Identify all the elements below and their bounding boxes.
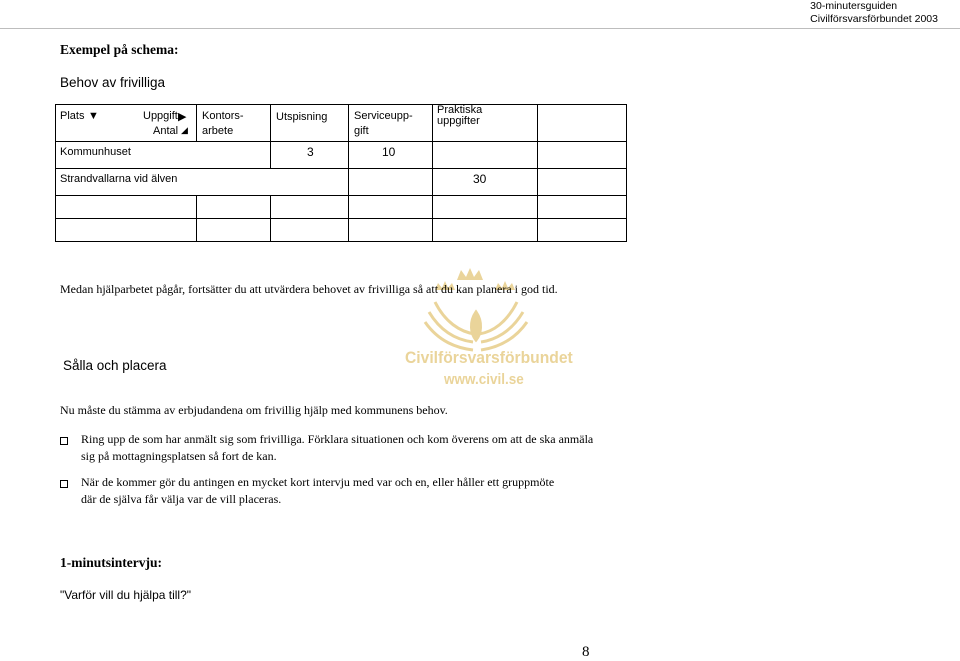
row-value-cell	[197, 219, 271, 242]
interview-question: "Varför vill du hjälpa till?"	[60, 588, 192, 602]
row-place-cell: Strandvallarna vid älven	[56, 169, 349, 196]
row-value-cell	[271, 196, 349, 219]
header-guide-title: 30-minutersguiden	[810, 0, 898, 12]
table-header-row	[56, 105, 627, 142]
row-value-cell	[349, 219, 433, 242]
bullet-item-interview: När de kommer gör du antingen en mycket kort intervju med var och en, eller håller ett gruppmöte där de själva får välja var de vill placeras.	[81, 475, 555, 506]
row-value-text: 10	[382, 145, 396, 159]
count-label: Antal	[153, 125, 179, 137]
arrow-down-icon: ▼	[88, 110, 99, 122]
header-organization: Civilförsvarsförbundet 2003	[810, 12, 938, 25]
checkbox-bullet-icon	[60, 437, 68, 445]
bullet-item-call-volunteers: Ring upp de som har anmält sig som frivilliga. Förklara situationen och kom överens om att de ska anmäla sig på mottagningsplatsen så fort de kan.	[81, 432, 594, 463]
column-header-practical-tasks: Praktiska uppgifter	[433, 105, 538, 142]
interview-title: 1-minutsintervju:	[60, 555, 162, 570]
row-value-cell	[349, 169, 433, 196]
page-number: 8	[582, 644, 590, 660]
row-place-cell	[56, 219, 197, 242]
row-value-cell	[538, 196, 627, 219]
sort-and-place-heading: Sålla och placera	[63, 358, 167, 373]
row-value-cell	[349, 196, 433, 219]
row-value-cell	[271, 219, 349, 242]
match-needs-paragraph: Nu måste du stämma av erbjudandena om frivillig hjälp med kommunens behov.	[60, 403, 448, 417]
place-label: Plats	[60, 110, 85, 122]
example-title: Exempel på schema:	[60, 42, 179, 57]
column-header-empty	[538, 105, 627, 142]
watermark-url: www.civil.se	[444, 371, 524, 388]
row-place-cell	[56, 196, 197, 219]
table-row	[56, 142, 627, 169]
task-label: Uppgift	[143, 110, 178, 122]
schedule-heading: Behov av frivilliga	[60, 75, 166, 90]
row-value-cell	[538, 169, 627, 196]
table-corner-cell	[56, 105, 197, 142]
volunteer-schedule-table	[55, 104, 627, 242]
planning-paragraph: Medan hjälparbetet pågår, fortsätter du att utvärdera behovet av frivilliga så att du kan planera i god tid.	[60, 282, 558, 296]
row-value-cell: 3	[271, 142, 349, 169]
corner-triangle-icon: ◢	[181, 125, 188, 135]
header-divider	[0, 28, 960, 29]
row-value-cell: 30	[433, 169, 538, 196]
table-row	[56, 219, 627, 242]
row-value-cell	[433, 219, 538, 242]
column-header-service: Serviceupp- gift	[349, 105, 433, 142]
row-place-cell: Kommunhuset	[56, 142, 271, 169]
watermark-organization-name: Civilförsvarsförbundet	[405, 348, 573, 367]
table-row	[56, 196, 627, 219]
row-value-cell	[349, 142, 433, 169]
checkbox-bullet-icon	[60, 480, 68, 488]
row-value-cell	[433, 142, 538, 169]
row-value-cell	[433, 196, 538, 219]
row-value-cell	[197, 196, 271, 219]
row-value-cell	[538, 219, 627, 242]
column-header-office-work: Kontors- arbete	[197, 105, 271, 142]
row-value-cell	[538, 142, 627, 169]
arrow-right-icon: ▶	[178, 111, 187, 123]
table-row	[56, 169, 627, 196]
column-header-catering: Utspisning	[271, 105, 349, 142]
running-header	[810, 0, 938, 25]
